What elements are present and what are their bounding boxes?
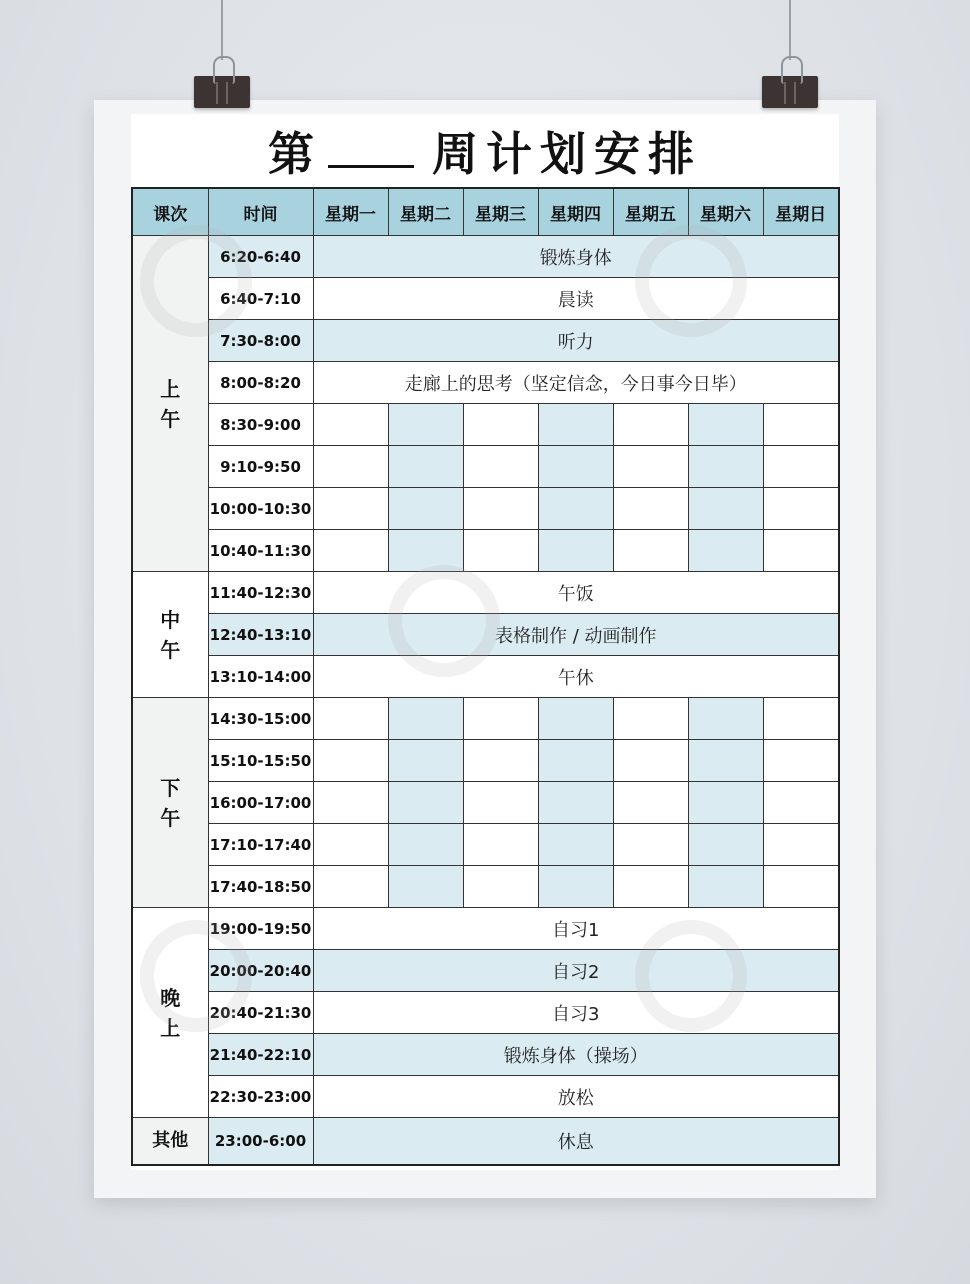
time-cell: 9:10-9:50 [208, 446, 313, 488]
day-cell[interactable] [388, 740, 463, 782]
activity-cell[interactable]: 听力 [313, 320, 839, 362]
day-cell[interactable] [763, 866, 839, 908]
day-cell[interactable] [688, 698, 763, 740]
day-cell[interactable] [463, 488, 538, 530]
period-afternoon: 下午 [132, 698, 208, 908]
table-row [132, 278, 839, 320]
day-cell[interactable] [763, 824, 839, 866]
time-cell: 12:40-13:10 [208, 614, 313, 656]
day-cell[interactable] [688, 488, 763, 530]
day-cell[interactable] [688, 740, 763, 782]
day-cell[interactable] [313, 740, 388, 782]
activity-cell[interactable]: 自习2 [313, 950, 839, 992]
time-cell: 23:00-6:00 [208, 1118, 313, 1166]
table-row [132, 446, 839, 488]
binder-clip-left-icon [194, 76, 250, 108]
activity-cell[interactable]: 休息 [313, 1118, 839, 1166]
weekly-schedule-table [131, 187, 840, 1166]
day-cell[interactable] [313, 782, 388, 824]
hanging-wire-left [221, 0, 223, 60]
table-row [132, 740, 839, 782]
time-cell: 10:00-10:30 [208, 488, 313, 530]
day-cell[interactable] [538, 698, 613, 740]
table-row [132, 320, 839, 362]
time-cell: 11:40-12:30 [208, 572, 313, 614]
activity-cell[interactable]: 走廊上的思考（坚定信念，今日事今日毕） [313, 362, 839, 404]
day-cell[interactable] [538, 782, 613, 824]
day-cell[interactable] [388, 782, 463, 824]
table-row [132, 530, 839, 572]
time-cell: 6:40-7:10 [208, 278, 313, 320]
day-cell[interactable] [538, 740, 613, 782]
header-wednesday: 星期三 [463, 188, 538, 236]
table-row [132, 950, 839, 992]
time-cell: 16:00-17:00 [208, 782, 313, 824]
page-title [131, 114, 839, 188]
table-row [132, 656, 839, 698]
day-cell[interactable] [463, 740, 538, 782]
header-row [132, 188, 839, 236]
header-lesson: 课次 [132, 188, 208, 236]
table-row [132, 404, 839, 446]
day-cell[interactable] [763, 488, 839, 530]
day-cell[interactable] [763, 740, 839, 782]
activity-cell[interactable]: 自习1 [313, 908, 839, 950]
table-row [132, 1034, 839, 1076]
day-cell[interactable] [538, 488, 613, 530]
table-row [132, 572, 839, 614]
activity-cell[interactable]: 自习3 [313, 992, 839, 1034]
day-cell[interactable] [613, 866, 688, 908]
day-cell[interactable] [388, 866, 463, 908]
period-other: 其他 [132, 1118, 208, 1166]
day-cell[interactable] [388, 698, 463, 740]
time-cell: 8:30-9:00 [208, 404, 313, 446]
table-row [132, 1118, 839, 1166]
day-cell[interactable] [613, 782, 688, 824]
day-cell[interactable] [538, 866, 613, 908]
table-row [132, 488, 839, 530]
binder-clip-right-icon [762, 76, 818, 108]
header-thursday: 星期四 [538, 188, 613, 236]
table-row [132, 992, 839, 1034]
day-cell[interactable] [613, 824, 688, 866]
table-row [132, 236, 839, 278]
table-row [132, 614, 839, 656]
time-cell: 15:10-15:50 [208, 740, 313, 782]
day-cell[interactable] [613, 446, 688, 488]
day-cell[interactable] [463, 404, 538, 446]
day-cell[interactable] [463, 782, 538, 824]
title-prefix: 第 [268, 127, 322, 181]
time-cell: 7:30-8:00 [208, 320, 313, 362]
period-noon: 中午 [132, 572, 208, 698]
table-row [132, 698, 839, 740]
header-saturday: 星期六 [688, 188, 763, 236]
header-monday: 星期一 [313, 188, 388, 236]
day-cell[interactable] [613, 404, 688, 446]
title-suffix: 周计划安排 [432, 127, 702, 181]
day-cell[interactable] [763, 782, 839, 824]
time-cell: 22:30-23:00 [208, 1076, 313, 1118]
day-cell[interactable] [613, 740, 688, 782]
time-cell: 14:30-15:00 [208, 698, 313, 740]
day-cell[interactable] [463, 866, 538, 908]
day-cell[interactable] [313, 824, 388, 866]
time-cell: 8:00-8:20 [208, 362, 313, 404]
day-cell[interactable] [613, 698, 688, 740]
table-row [132, 824, 839, 866]
period-morning: 上午 [132, 236, 208, 572]
day-cell[interactable] [688, 824, 763, 866]
day-cell[interactable] [763, 698, 839, 740]
period-evening: 晚上 [132, 908, 208, 1118]
day-cell[interactable] [313, 404, 388, 446]
time-cell: 17:10-17:40 [208, 824, 313, 866]
day-cell[interactable] [388, 824, 463, 866]
hanging-wire-right [789, 0, 791, 60]
day-cell[interactable] [613, 530, 688, 572]
time-cell: 21:40-22:10 [208, 1034, 313, 1076]
activity-cell[interactable]: 午休 [313, 656, 839, 698]
time-cell: 20:00-20:40 [208, 950, 313, 992]
activity-cell[interactable]: 晨读 [313, 278, 839, 320]
day-cell[interactable] [463, 824, 538, 866]
day-cell[interactable] [688, 866, 763, 908]
table-row [132, 362, 839, 404]
time-cell: 13:10-14:00 [208, 656, 313, 698]
day-cell[interactable] [688, 782, 763, 824]
activity-cell[interactable]: 表格制作 / 动画制作 [313, 614, 839, 656]
day-cell[interactable] [463, 446, 538, 488]
header-friday: 星期五 [613, 188, 688, 236]
activity-cell[interactable]: 放松 [313, 1076, 839, 1118]
day-cell[interactable] [763, 530, 839, 572]
activity-cell[interactable]: 锻炼身体 [313, 236, 839, 278]
day-cell[interactable] [388, 530, 463, 572]
day-cell[interactable] [388, 488, 463, 530]
day-cell[interactable] [313, 488, 388, 530]
activity-cell[interactable]: 午饭 [313, 572, 839, 614]
day-cell[interactable] [463, 530, 538, 572]
day-cell[interactable] [688, 446, 763, 488]
day-cell[interactable] [538, 446, 613, 488]
day-cell[interactable] [313, 446, 388, 488]
table-row [132, 866, 839, 908]
table-row [132, 782, 839, 824]
day-cell[interactable] [688, 404, 763, 446]
week-number-blank[interactable] [328, 135, 414, 168]
day-cell[interactable] [313, 698, 388, 740]
table-row [132, 1076, 839, 1118]
time-cell: 20:40-21:30 [208, 992, 313, 1034]
time-cell: 10:40-11:30 [208, 530, 313, 572]
activity-cell[interactable]: 锻炼身体（操场） [313, 1034, 839, 1076]
day-cell[interactable] [613, 488, 688, 530]
day-cell[interactable] [388, 404, 463, 446]
day-cell[interactable] [688, 530, 763, 572]
header-tuesday: 星期二 [388, 188, 463, 236]
day-cell[interactable] [763, 446, 839, 488]
day-cell[interactable] [463, 698, 538, 740]
day-cell[interactable] [538, 824, 613, 866]
day-cell[interactable] [313, 866, 388, 908]
time-cell: 17:40-18:50 [208, 866, 313, 908]
header-sunday: 星期日 [763, 188, 839, 236]
day-cell[interactable] [388, 446, 463, 488]
day-cell[interactable] [538, 530, 613, 572]
table-row [132, 908, 839, 950]
day-cell[interactable] [763, 404, 839, 446]
time-cell: 6:20-6:40 [208, 236, 313, 278]
day-cell[interactable] [313, 530, 388, 572]
header-time: 时间 [208, 188, 313, 236]
time-cell: 19:00-19:50 [208, 908, 313, 950]
day-cell[interactable] [538, 404, 613, 446]
